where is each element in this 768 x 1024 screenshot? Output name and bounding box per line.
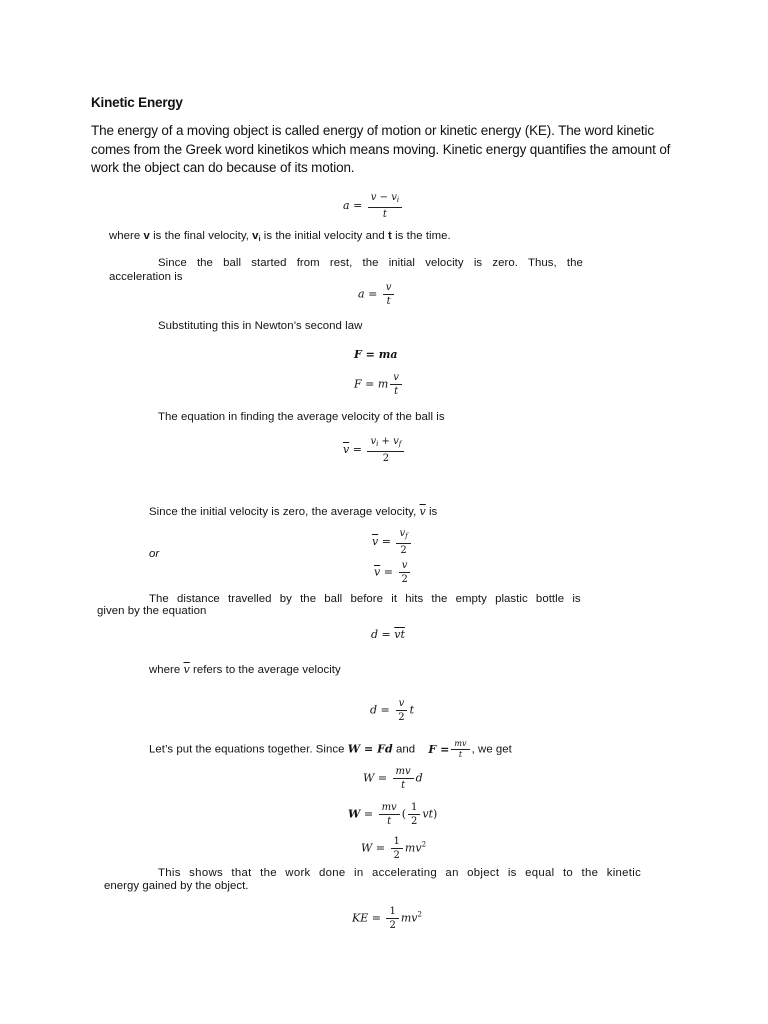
conclusion-line-1: This shows that the work done in accelerating an object is equal to the kinetic (158, 867, 642, 879)
or-text: or (149, 548, 160, 560)
distance-line-1: The distance travelled by the ball before it hits the empty plastic bottle is (149, 593, 581, 605)
equation-kinetic-energy: KE = $\frac{1}{2}$ $mv^2$ (352, 906, 422, 931)
equation-force-substituted: F = m $\frac{v}{t}$ (354, 372, 404, 397)
equation-work-2: W = $\frac{mv}{t}$ ( $\frac{1}{2}$ vt) (348, 802, 438, 827)
lets-put-together-line: Let’s put the equations together. Since W = Fd and F = $\frac{mv}{t}$ , we get (149, 739, 512, 759)
conclusion-line-2: energy gained by the object. (104, 880, 249, 892)
distance-line-2: given by the equation (97, 605, 207, 617)
intro-paragraph: The energy of a moving object is called energy of motion or kinetic energy (KE). The word kinetic comes from the Greek word kinetikos which means moving. Kinetic energy quantifies the amount of work the object can do because of its motion. (91, 123, 671, 176)
equation-work-1: W = $\frac{mv}{t}$ d (363, 766, 423, 791)
since-rest-line-1: Since the ball started from rest, the initial velocity is zero. Thus, the (158, 257, 583, 269)
equation-acceleration-from-rest: a = $\frac{v}{t}$ (358, 282, 396, 307)
where-v-line: where v is the final velocity, $v_i$ is the initial velocity and t is the time. (109, 230, 451, 243)
since-rest-line-2: acceleration is (109, 271, 183, 283)
equation-distance: $d = \overline{vt}$ (371, 628, 405, 641)
equation-acceleration-definition: a = $\frac{v - v_i}{t}$ (343, 192, 404, 220)
equation-average-velocity-final: $\overline{v}$ = $\frac{v_f}{2}$ (372, 528, 413, 556)
where-vbar-line: where $\overline{v}$ refers to the average velocity (149, 663, 341, 676)
since-initial-zero-line: Since the initial velocity is zero, the average velocity, $\overline{v}$ is (149, 505, 438, 518)
equation-newtons-second-law: F = ma (354, 348, 398, 361)
equation-average-velocity: $\overline{v}$ = $\frac{v_i + v_f}{2}$ (343, 436, 406, 464)
page-title: Kinetic Energy (91, 95, 183, 110)
equation-average-velocity-simple: $\overline{v}$ = $\frac{v}{2}$ (374, 560, 413, 585)
equation-work-3: W = $\frac{1}{2}$ $mv^2$ (361, 836, 427, 861)
average-velocity-equation-line: The equation in finding the average velocity of the ball is (158, 411, 445, 423)
equation-distance-substituted: d = $\frac{v}{2}$ t (370, 698, 415, 723)
substituting-line: Substituting this in Newton’s second law (158, 320, 363, 332)
